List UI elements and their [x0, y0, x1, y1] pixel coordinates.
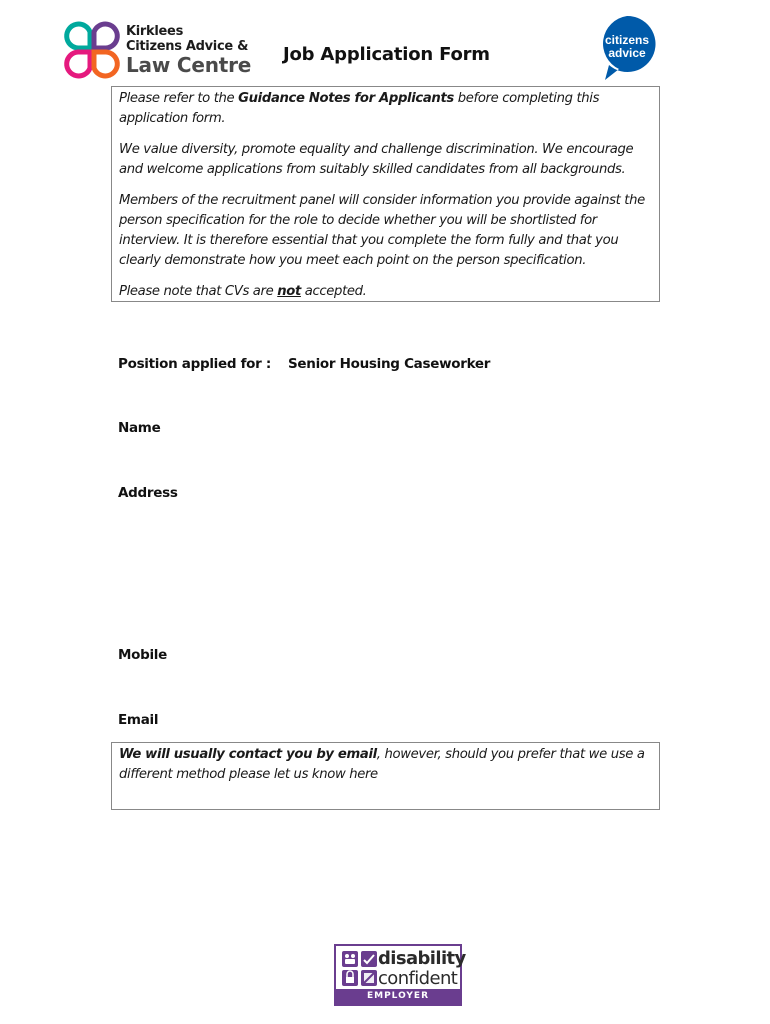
partner-logo-line1: citizens: [604, 33, 649, 47]
citizens-advice-logo: [599, 14, 665, 84]
org-logo-line3: Law Centre: [126, 53, 252, 77]
contact-preference-box[interactable]: [111, 742, 660, 810]
kirklees-citizens-advice-logo: [60, 18, 260, 82]
org-logo-text: [126, 24, 251, 76]
confident-word: confident: [378, 968, 458, 989]
intro-paragraph-3: Members of the recruitment panel will consider information you provide against the person specification for the role to decide whether you will be shortlisted for interview. It is therefore essential that you complete the form fully and that you clearly demonstrate how you meet each point on the person specification.: [119, 193, 645, 268]
org-logo-line2: Citizens Advice &: [126, 39, 249, 54]
disability-confident-logo: [334, 944, 466, 1006]
mobile-label: Mobile: [118, 647, 167, 663]
position-label: Position applied for :: [118, 356, 272, 372]
intro-p4-emphasis: not: [277, 284, 301, 299]
position-value[interactable]: Senior Housing Caseworker: [288, 356, 491, 372]
partner-logo-line2: advice: [608, 46, 646, 60]
employer-band: EMPLOYER: [336, 989, 460, 1004]
org-logo-line1: Kirklees: [126, 24, 184, 39]
intro-p4-before: Please note that CVs are: [119, 284, 278, 299]
guidance-notes-reference: Guidance Notes for Applicants: [238, 91, 454, 106]
address-label: Address: [118, 485, 178, 501]
disability-confident-icon: [342, 951, 378, 987]
intro-paragraph-4: [119, 282, 652, 302]
contact-note-rest: , however, should you prefer that we use a different method please let us know here: [119, 747, 645, 782]
intro-notice-box: [111, 86, 660, 302]
intro-paragraph-2: We value diversity, promote equality and challenge discrimination. We encourage and welcome applications from suitably skilled candidates from all backgrounds.: [119, 142, 634, 177]
partner-logo-text: [599, 34, 655, 60]
intro-p1-before: Please refer to the: [119, 91, 239, 106]
intro-paragraph-1: [119, 89, 652, 129]
name-label: Name: [118, 420, 161, 436]
disability-word: disability: [378, 948, 466, 969]
contact-note-bold: We will usually contact you by email: [119, 747, 377, 762]
intro-p4-after: accepted.: [300, 284, 367, 299]
intro-p1-after: before completing this application form.: [119, 91, 600, 126]
interlocking-rings-icon: [60, 18, 124, 82]
email-label: Email: [118, 712, 159, 728]
page-title: Job Application Form: [283, 44, 490, 65]
